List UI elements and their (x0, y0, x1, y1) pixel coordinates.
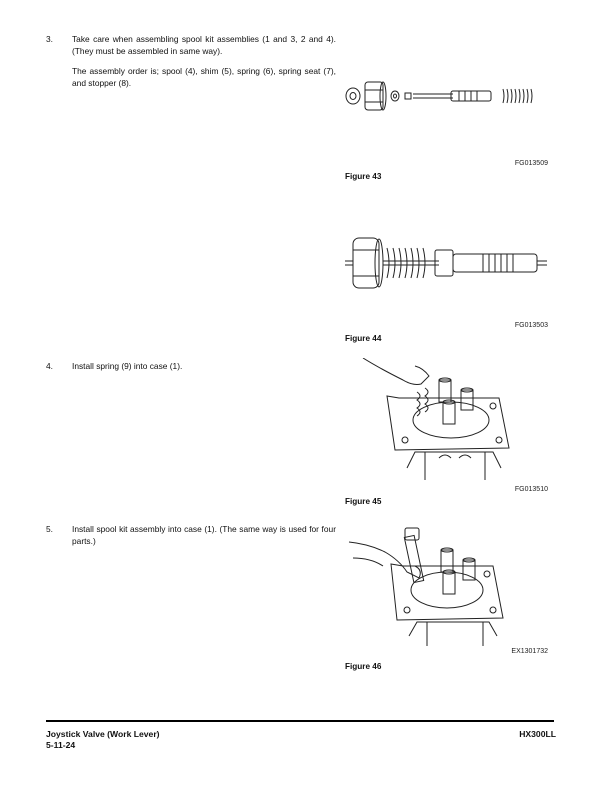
figure-code: FG013503 (514, 322, 548, 329)
figure-label: Figure 45 (345, 497, 382, 506)
footer-section (46, 729, 160, 751)
figure-label: Figure 46 (345, 662, 382, 671)
footer-section-title: Joystick Valve (Work Lever) (46, 729, 160, 739)
figure-code: FG013510 (514, 486, 548, 493)
figure-code: FG013509 (514, 160, 548, 167)
footer-page-number: 5-11-24 (46, 740, 76, 750)
step-5 (46, 523, 336, 555)
step-note: The assembly order is; spool (4), shim (5), spring (6), spring seat (7), and stopper (8). (72, 66, 336, 88)
figure-46-illustration (343, 522, 549, 647)
step-3 (46, 33, 336, 97)
step-number: 4. (46, 361, 53, 371)
figure-label: Figure 44 (345, 334, 382, 343)
figure-code: EX1301732 (511, 648, 548, 655)
figure-44-illustration (343, 228, 549, 298)
step-number: 3. (46, 34, 53, 44)
footer-model: HX300LL (519, 729, 556, 739)
figure-45-illustration (343, 358, 549, 483)
step-text: Take care when assembling spool kit assemblies (1 and 3, 2 and 4). (They must be assembled in same way). (72, 34, 336, 56)
step-text: Install spring (9) into case (1). (72, 361, 183, 371)
figure-label: Figure 43 (345, 172, 382, 181)
step-4 (46, 360, 336, 380)
footer-divider (46, 720, 554, 722)
step-number: 5. (46, 524, 53, 534)
step-text: Install spool kit assembly into case (1). (The same way is used for four parts.) (72, 524, 336, 546)
figure-43-illustration (343, 70, 549, 130)
